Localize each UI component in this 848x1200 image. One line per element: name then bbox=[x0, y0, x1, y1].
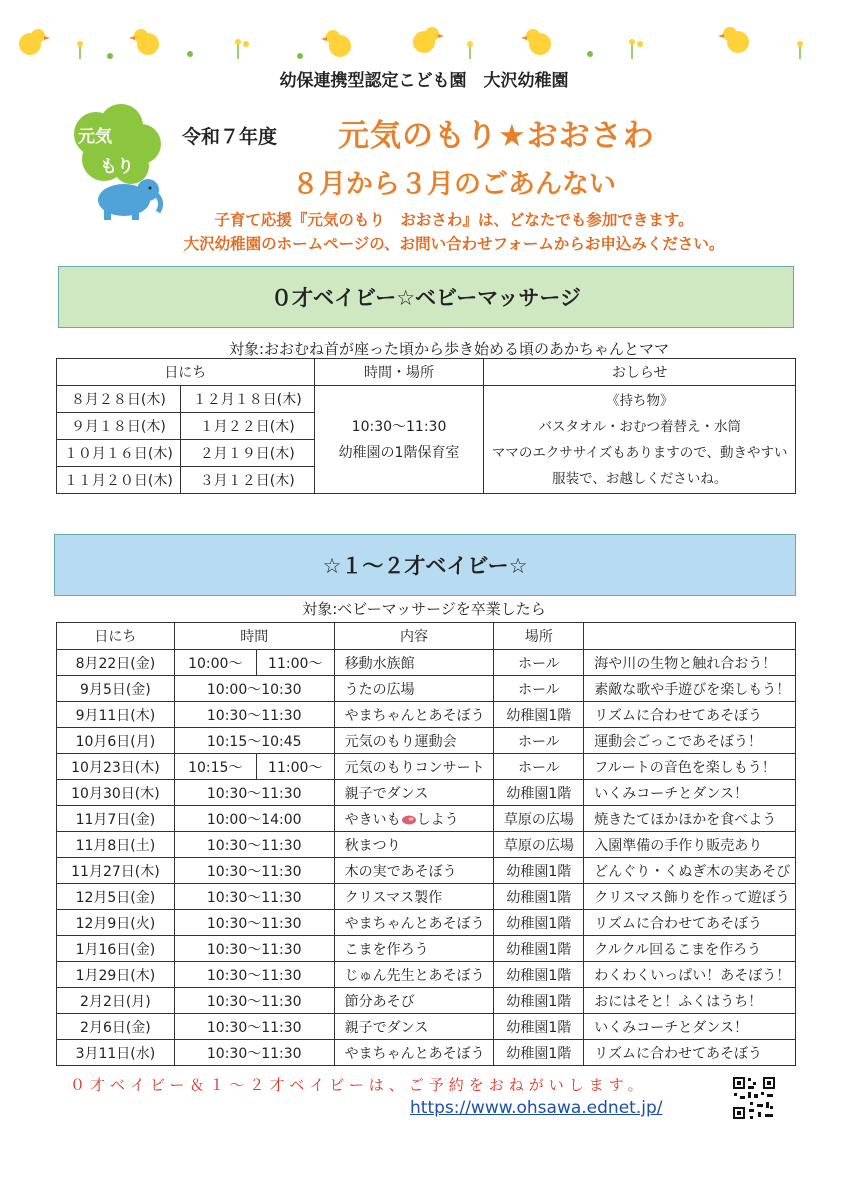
place-cell: ホール bbox=[494, 728, 584, 754]
section1-target: 対象:おおむね首が座った頃から歩き始める頃のあかちゃんとママ bbox=[228, 340, 670, 358]
time-cell: 10:00～14:00 bbox=[174, 806, 334, 832]
time-cell: 10:30～11:30 bbox=[174, 702, 334, 728]
header-content: 内容 bbox=[334, 623, 494, 650]
duckling-icon bbox=[521, 29, 551, 55]
date-cell: 11月8日(土) bbox=[57, 832, 175, 858]
content-text: やきいも bbox=[344, 811, 401, 828]
table-row bbox=[57, 780, 796, 806]
duckling-icon bbox=[19, 29, 50, 55]
second-time-cell: 11:00～ bbox=[256, 754, 334, 780]
date-cell: 2月2日(月) bbox=[57, 988, 175, 1014]
header-place: 場所 bbox=[494, 623, 584, 650]
date-cell: ９月１８日(木) bbox=[57, 413, 181, 440]
date-cell: １月２２日(木) bbox=[180, 413, 314, 440]
note-cell: いくみコーチとダンス！ bbox=[584, 780, 796, 806]
news-line: 服装で、お越しくださいね。 bbox=[552, 470, 728, 487]
content-text: 秋まつり bbox=[344, 837, 401, 854]
table-row bbox=[57, 910, 796, 936]
time-cell: 10:30～11:30 bbox=[174, 910, 334, 936]
place-cell: 幼稚園1階 bbox=[494, 858, 584, 884]
place-cell: 幼稚園1階 bbox=[494, 988, 584, 1014]
date-cell: １１月２０日(木) bbox=[57, 467, 181, 494]
date-cell: １０月１６日(木) bbox=[57, 440, 181, 467]
date-cell: 1月16日(金) bbox=[57, 936, 175, 962]
place-cell: 幼稚園1階 bbox=[494, 780, 584, 806]
duckling-icon bbox=[413, 27, 444, 53]
place-cell: ホール bbox=[494, 650, 584, 676]
page-title: 元気のもり★おおさわ bbox=[338, 118, 655, 154]
date-cell: ３月１２日(木) bbox=[180, 467, 314, 494]
massage-time: 10:30～11:30 bbox=[351, 418, 447, 435]
massage-place: 幼稚園の1階保育室 bbox=[338, 444, 460, 461]
section1-banner: ０才ベイビー☆ベビーマッサージ bbox=[58, 266, 794, 328]
note-cell: 焼きたてほかほかを食べよう bbox=[584, 806, 796, 832]
place-cell: 幼稚園1階 bbox=[494, 702, 584, 728]
place-cell: 草原の広場 bbox=[494, 832, 584, 858]
note-cell: わくわくいっぱい！あそぼう！ bbox=[584, 962, 796, 988]
notice-line-1: 子育て応援『元気のもり おおさわ』は、どなたでも参加できます。 bbox=[214, 211, 694, 229]
date-cell: ２月１９日(木) bbox=[180, 440, 314, 467]
place-cell: ホール bbox=[494, 676, 584, 702]
content-text: 元気のもり運動会 bbox=[344, 733, 457, 750]
duckling-icon bbox=[718, 27, 749, 53]
time-cell: 10:30～11:30 bbox=[174, 988, 334, 1014]
flower-icon bbox=[187, 51, 193, 57]
content-text: 元気のもりコンサート bbox=[344, 759, 485, 776]
news-line: バスタオル・おむつ着替え・水筒 bbox=[538, 418, 741, 435]
table-row bbox=[57, 754, 796, 780]
date-cell: ８月２８日(木) bbox=[57, 386, 181, 413]
flower-icon bbox=[297, 53, 303, 59]
logo-text-bottom: もり bbox=[100, 157, 134, 177]
note-cell: リズムに合わせてあそぼう bbox=[584, 702, 796, 728]
content-cell bbox=[334, 1040, 494, 1066]
logo-text-top: 元気 bbox=[78, 127, 112, 147]
content-cell bbox=[334, 936, 494, 962]
duckling-icon bbox=[321, 30, 351, 57]
second-time-cell: 11:00～ bbox=[256, 650, 334, 676]
note-cell: 素敵な歌や手遊びを楽しもう！ bbox=[584, 676, 796, 702]
date-cell: 10月23日(木) bbox=[57, 754, 175, 780]
massage-schedule-table bbox=[56, 358, 796, 494]
content-text: じゅん先生とあそぼう bbox=[344, 967, 485, 984]
header-time: 時間 bbox=[174, 623, 334, 650]
sweet-potato-icon bbox=[401, 814, 417, 826]
place-cell: 幼稚園1階 bbox=[494, 1014, 584, 1040]
content-text-after: しよう bbox=[416, 811, 459, 828]
content-cell bbox=[334, 832, 494, 858]
note-cell: おにはそと！ふくはうち！ bbox=[584, 988, 796, 1014]
section2-target: 対象:ベビーマッサージを卒業したら bbox=[302, 600, 546, 618]
table-row bbox=[57, 1014, 796, 1040]
table-row bbox=[57, 988, 796, 1014]
table-row bbox=[57, 962, 796, 988]
content-text: やまちゃんとあそぼう bbox=[344, 915, 485, 932]
flower-icon bbox=[467, 41, 473, 59]
flower-icon bbox=[235, 39, 249, 59]
date-cell: １２月１８日(木) bbox=[180, 386, 314, 413]
fiscal-year: 令和７年度 bbox=[182, 126, 278, 148]
time-cell: 10:30～11:30 bbox=[174, 780, 334, 806]
note-cell: いくみコーチとダンス！ bbox=[584, 1014, 796, 1040]
section2-banner: ☆１～２才ベイビー☆ bbox=[54, 534, 796, 596]
time-cell: 10:00～10:30 bbox=[174, 676, 334, 702]
table-row bbox=[57, 806, 796, 832]
toddler-schedule-table bbox=[56, 622, 796, 1066]
table-row bbox=[57, 936, 796, 962]
header-dates: 日にち bbox=[57, 359, 315, 386]
flower-icon bbox=[107, 53, 113, 59]
page-subtitle: ８月から３月のごあんない bbox=[292, 169, 616, 200]
content-text: やまちゃんとあそぼう bbox=[344, 1045, 485, 1062]
top-decoration bbox=[0, 14, 848, 64]
time-cell: 10:30～11:30 bbox=[174, 832, 334, 858]
content-cell bbox=[334, 858, 494, 884]
place-cell: 幼稚園1階 bbox=[494, 910, 584, 936]
qr-code-icon bbox=[732, 1076, 776, 1120]
content-cell bbox=[334, 910, 494, 936]
news-cell bbox=[484, 386, 796, 494]
content-cell bbox=[334, 988, 494, 1014]
flower-icon bbox=[77, 41, 83, 59]
content-text: うたの広場 bbox=[344, 681, 415, 698]
content-cell bbox=[334, 650, 494, 676]
website-link[interactable]: https://www.ohsawa.ednet.jp/ bbox=[410, 1098, 663, 1118]
header-date: 日にち bbox=[57, 623, 175, 650]
reservation-notice: ０才ベイビー＆１～２才ベイビーは、ご予約をおねがいします。 bbox=[70, 1076, 648, 1094]
place-cell: 幼稚園1階 bbox=[494, 884, 584, 910]
content-text: 親子でダンス bbox=[344, 785, 429, 802]
content-cell bbox=[334, 884, 494, 910]
content-text: クリスマス製作 bbox=[344, 889, 443, 906]
table-row bbox=[57, 1040, 796, 1066]
header-note bbox=[584, 623, 796, 650]
date-cell: 9月5日(金) bbox=[57, 676, 175, 702]
table-row bbox=[57, 832, 796, 858]
time-place-cell bbox=[314, 386, 484, 494]
flower-icon bbox=[797, 41, 803, 59]
date-cell: 10月6日(月) bbox=[57, 728, 175, 754]
content-text: 親子でダンス bbox=[344, 1019, 429, 1036]
date-cell: 12月5日(金) bbox=[57, 884, 175, 910]
date-cell: 11月7日(金) bbox=[57, 806, 175, 832]
note-cell: リズムに合わせてあそぼう bbox=[584, 1040, 796, 1066]
time-cell: 10:30～11:30 bbox=[174, 962, 334, 988]
table-row bbox=[57, 728, 796, 754]
time-cell: 10:30～11:30 bbox=[174, 884, 334, 910]
table-row bbox=[57, 650, 796, 676]
content-text: 節分あそび bbox=[344, 993, 415, 1010]
content-text: やまちゃんとあそぼう bbox=[344, 707, 485, 724]
time-cell: 10:15～10:45 bbox=[174, 728, 334, 754]
content-cell bbox=[334, 676, 494, 702]
content-cell bbox=[334, 806, 494, 832]
news-line: 《持ち物》 bbox=[605, 392, 674, 409]
date-cell: 10月30日(木) bbox=[57, 780, 175, 806]
place-cell: 幼稚園1階 bbox=[494, 1040, 584, 1066]
time-cell: 10:30～11:30 bbox=[174, 936, 334, 962]
notice-line-2: 大沢幼稚園のホームページの、お問い合わせフォームからお申込みください。 bbox=[183, 235, 725, 253]
note-cell: フルートの音色を楽しもう！ bbox=[584, 754, 796, 780]
content-cell bbox=[334, 754, 494, 780]
duckling-icon bbox=[129, 29, 159, 55]
place-cell: 幼稚園1階 bbox=[494, 936, 584, 962]
content-cell bbox=[334, 728, 494, 754]
time-cell: 10:30～11:30 bbox=[174, 858, 334, 884]
header-time-place: 時間・場所 bbox=[314, 359, 484, 386]
start-time-cell: 10:00～ bbox=[174, 650, 256, 676]
header-news: おしらせ bbox=[484, 359, 796, 386]
note-cell: 海や川の生物と触れ合おう！ bbox=[584, 650, 796, 676]
place-cell: ホール bbox=[494, 754, 584, 780]
date-cell: 8月22日(金) bbox=[57, 650, 175, 676]
place-cell: 草原の広場 bbox=[494, 806, 584, 832]
note-cell: どんぐり・くぬぎ木の実あそび bbox=[584, 858, 796, 884]
time-cell: 10:30～11:30 bbox=[174, 1040, 334, 1066]
content-text: 木の実であそぼう bbox=[344, 863, 457, 880]
news-line: ママのエクササイズもありますので、動きやすい bbox=[491, 444, 788, 461]
content-cell bbox=[334, 1014, 494, 1040]
table-row bbox=[57, 884, 796, 910]
flower-icon bbox=[587, 51, 593, 57]
date-cell: 11月27日(木) bbox=[57, 858, 175, 884]
start-time-cell: 10:15～ bbox=[174, 754, 256, 780]
date-cell: 12月9日(火) bbox=[57, 910, 175, 936]
note-cell: 運動会ごっこであそぼう！ bbox=[584, 728, 796, 754]
note-cell: クルクル回るこまを作ろう bbox=[584, 936, 796, 962]
place-cell: 幼稚園1階 bbox=[494, 962, 584, 988]
content-text: こまを作ろう bbox=[344, 941, 429, 958]
date-cell: 9月11日(木) bbox=[57, 702, 175, 728]
content-text: 移動水族館 bbox=[344, 655, 415, 672]
note-cell: 入園準備の手作り販売あり bbox=[584, 832, 796, 858]
time-cell: 10:30～11:30 bbox=[174, 1014, 334, 1040]
date-cell: 1月29日(木) bbox=[57, 962, 175, 988]
table-row bbox=[57, 858, 796, 884]
organization-name: 幼保連携型認定こども園 大沢幼稚園 bbox=[279, 71, 569, 91]
note-cell: リズムに合わせてあそぼう bbox=[584, 910, 796, 936]
table-row bbox=[57, 676, 796, 702]
date-cell: 3月11日(水) bbox=[57, 1040, 175, 1066]
note-cell: クリスマス飾りを作って遊ぼう bbox=[584, 884, 796, 910]
content-cell bbox=[334, 780, 494, 806]
table-row bbox=[57, 702, 796, 728]
flower-icon bbox=[629, 39, 643, 59]
date-cell: 2月6日(金) bbox=[57, 1014, 175, 1040]
content-cell bbox=[334, 962, 494, 988]
content-cell bbox=[334, 702, 494, 728]
